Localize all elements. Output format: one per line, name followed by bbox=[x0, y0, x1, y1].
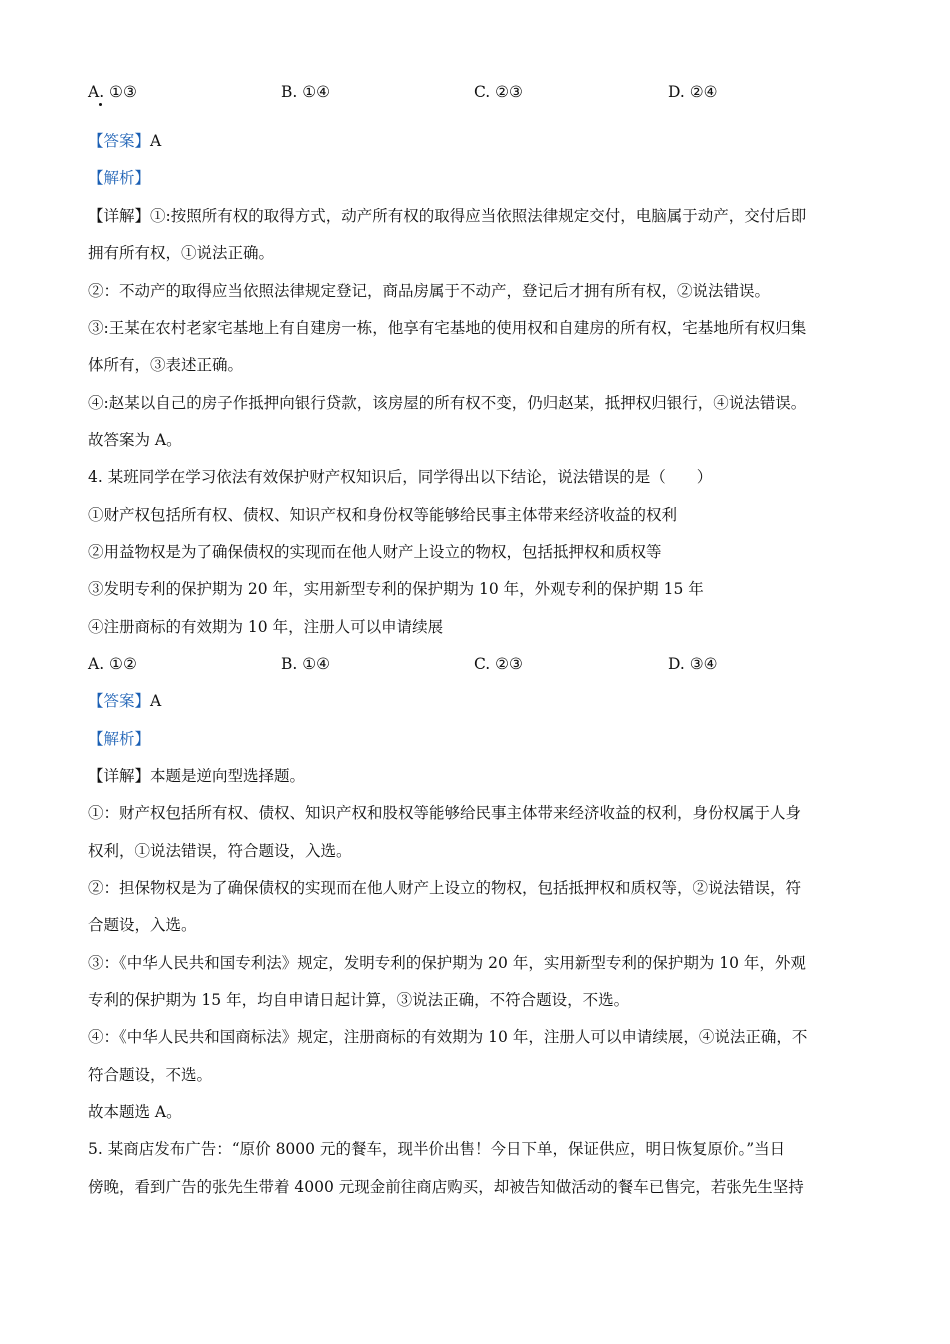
answer-tag: 【答案】 bbox=[88, 132, 151, 150]
detail-tag: 【详解】 bbox=[88, 207, 151, 225]
q3-option-d: D. ②④ bbox=[668, 83, 718, 101]
q3-detail-line: ③:王某在农村老家宅基地上有自建房一栋，他享有宅基地的使用权和自建房的所有权，宅基地所有权归集 bbox=[88, 319, 807, 337]
detail-tag: 【详解】 bbox=[88, 767, 151, 785]
q4-conclusion: 故本题选 A。 bbox=[88, 1103, 182, 1121]
q3-analysis-heading bbox=[88, 167, 150, 189]
q4-detail-line: ④：《中华人民共和国商标法》规定，注册商标的有效期为 10 年，注册人可以申请续展，④说法正确，不 bbox=[88, 1028, 808, 1046]
analysis-tag: 【解析】 bbox=[88, 169, 151, 187]
q4-detail-line: 符合题设，不选。 bbox=[88, 1066, 213, 1084]
q4-option-d: D. ③④ bbox=[668, 655, 718, 673]
detail-text: ①:按照所有权的取得方式，动产所有权的取得应当依照法律规定交付，电脑属于动产，交付后即 bbox=[150, 207, 807, 225]
q5-stem-line: 傍晚，看到广告的张先生带着 4000 元现金前往商店购买，却被告知做活动的餐车已售完，若张先生坚持 bbox=[88, 1178, 804, 1196]
bullet-dot bbox=[99, 103, 102, 106]
q3-detail-line: 拥有所有权，①说法正确。 bbox=[88, 244, 275, 262]
q4-detail-line: ③：《中华人民共和国专利法》规定，发明专利的保护期为 20 年，实用新型专利的保护期为 10 年，外观 bbox=[88, 954, 806, 972]
q5-stem-line: 5. 某商店发布广告：“原价 8000 元的餐车，现半价出售！今日下单，保证供应，明日恢复原价。”当日 bbox=[88, 1140, 786, 1158]
analysis-tag: 【解析】 bbox=[88, 730, 151, 748]
detail-text: 本题是逆向型选择题。 bbox=[150, 767, 306, 785]
answer-tag: 【答案】 bbox=[88, 692, 151, 710]
q4-option-c: C. ②③ bbox=[474, 655, 523, 673]
q4-option-b: B. ①④ bbox=[281, 655, 331, 673]
q3-answer bbox=[88, 130, 161, 152]
q3-detail-line: 体所有，③表述正确。 bbox=[88, 356, 244, 374]
q3-detail-line: ④:赵某以自己的房子作抵押向银行贷款，该房屋的所有权不变，仍归赵某，抵押权归银行，④说法错误。 bbox=[88, 394, 807, 412]
q3-detail-line bbox=[88, 205, 806, 227]
q4-detail-line: ①：财产权包括所有权、债权、知识产权和股权等能够给民事主体带来经济收益的权利，身份权属于人身 bbox=[88, 804, 802, 822]
q4-detail-line bbox=[88, 765, 305, 787]
q4-statement: ③发明专利的保护期为 20 年，实用新型专利的保护期为 10 年，外观专利的保护期 15 年 bbox=[88, 580, 704, 598]
q3-option-c: C. ②③ bbox=[474, 83, 523, 101]
q4-detail-line: ②：担保物权是为了确保债权的实现而在他人财产上设立的物权，包括抵押权和质权等，②说法错误，符 bbox=[88, 879, 802, 897]
q4-stem: 4. 某班同学在学习依法有效保护财产权知识后，同学得出以下结论，说法错误的是（ ） bbox=[88, 468, 713, 486]
q4-answer bbox=[88, 690, 161, 712]
q4-analysis-heading bbox=[88, 728, 150, 750]
q4-detail-line: 专利的保护期为 15 年，均自申请日起计算，③说法正确，不符合题设，不选。 bbox=[88, 991, 630, 1009]
q3-option-a: A. ①③ bbox=[88, 83, 137, 101]
q4-statement: ②用益物权是为了确保债权的实现而在他人财产上设立的物权，包括抵押权和质权等 bbox=[88, 543, 662, 561]
q4-option-a: A. ①② bbox=[88, 655, 137, 673]
q4-detail-line: 合题设，入选。 bbox=[88, 916, 197, 934]
q3-option-b: B. ①④ bbox=[281, 83, 331, 101]
q3-detail-line: ②：不动产的取得应当依照法律规定登记，商品房属于不动产，登记后才拥有所有权，②说法错误。 bbox=[88, 282, 771, 300]
q4-statement: ①财产权包括所有权、债权、知识产权和身份权等能够给民事主体带来经济收益的权利 bbox=[88, 506, 678, 524]
q4-detail-line: 权利，①说法错误，符合题设，入选。 bbox=[88, 842, 352, 860]
answer-value: A bbox=[150, 692, 162, 710]
answer-value: A bbox=[150, 132, 162, 150]
q3-conclusion: 故答案为 A。 bbox=[88, 431, 182, 449]
q4-statement: ④注册商标的有效期为 10 年，注册人可以申请续展 bbox=[88, 618, 444, 636]
